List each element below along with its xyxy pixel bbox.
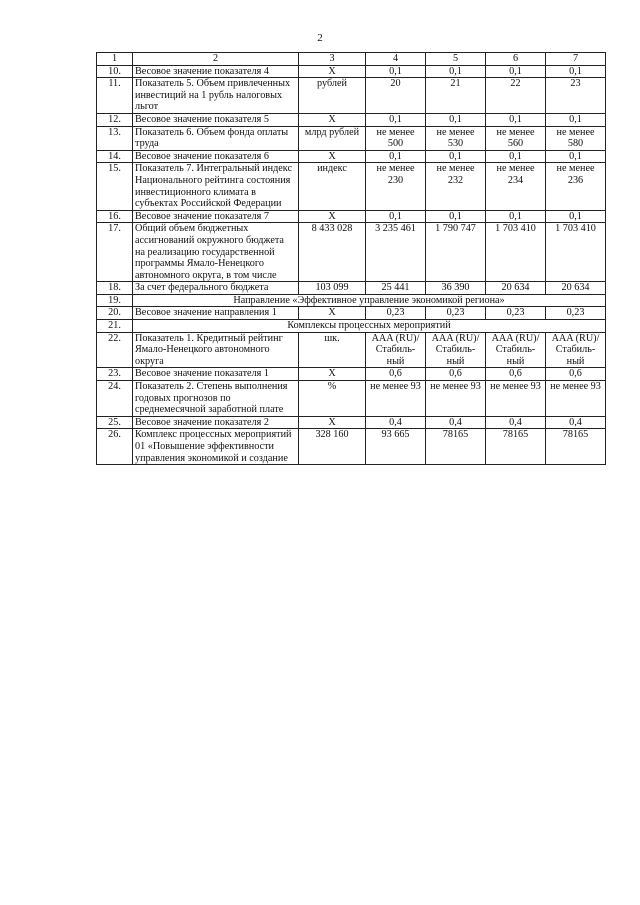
unit-cell: X [299,113,366,126]
table-row [97,126,606,150]
value-cell: AAA (RU)/ Стабиль-ный [366,332,426,368]
value-cell: 78165 [546,429,606,465]
value-cell: 0,1 [546,113,606,126]
unit-cell: 328 160 [299,429,366,465]
indicator-name: Показатель 6. Объем фонда оплаты труда [133,126,299,150]
indicator-name: Показатель 5. Объем привлеченных инвестиций на 1 рубль налоговых льгот [133,78,299,114]
column-number: 5 [426,53,486,66]
value-cell: 0,1 [426,210,486,223]
section-title: Направление «Эффективное управление экономикой региона» [133,294,606,307]
value-cell: не менее 500 [366,126,426,150]
value-cell: 0,4 [546,416,606,429]
value-cell: AAA (RU)/ Стабиль-ный [546,332,606,368]
indicator-name: За счет федерального бюджета [133,282,299,295]
table-row [97,307,606,320]
table-row [97,150,606,163]
unit-cell: млрд рублей [299,126,366,150]
value-cell: 93 665 [366,429,426,465]
value-cell: 0,1 [546,150,606,163]
indicator-name: Весовое значение показателя 4 [133,65,299,78]
unit-cell: индекс [299,163,366,210]
value-cell: 0,6 [486,368,546,381]
value-cell: 20 [366,78,426,114]
row-number: 23. [97,368,133,381]
value-cell: не менее 230 [366,163,426,210]
row-number: 14. [97,150,133,163]
value-cell: 0,4 [486,416,546,429]
value-cell: 0,23 [426,307,486,320]
unit-cell: рублей [299,78,366,114]
table-row [97,223,606,282]
column-number: 4 [366,53,426,66]
row-number: 16. [97,210,133,223]
indicator-name: Показатель 7. Интегральный индекс Национального рейтинга состояния инвестиционного климата в субъектах Российской Федерации [133,163,299,210]
value-cell: 20 634 [546,282,606,295]
value-cell: 0,1 [366,65,426,78]
unit-cell: 103 099 [299,282,366,295]
table-row [97,381,606,417]
value-cell: не менее 560 [486,126,546,150]
table-row [97,163,606,210]
row-number: 17. [97,223,133,282]
row-number: 26. [97,429,133,465]
value-cell: 0,6 [366,368,426,381]
value-cell: 0,1 [546,210,606,223]
unit-cell: X [299,307,366,320]
row-number: 13. [97,126,133,150]
value-cell: AAA (RU)/ Стабиль-ный [486,332,546,368]
value-cell: 0,1 [426,150,486,163]
column-number: 1 [97,53,133,66]
value-cell: 1 790 747 [426,223,486,282]
section-row [97,320,606,333]
value-cell: 36 390 [426,282,486,295]
value-cell: 0,6 [546,368,606,381]
value-cell: не менее 93 [486,381,546,417]
value-cell: 0,1 [366,113,426,126]
value-cell: 0,1 [486,65,546,78]
indicator-name: Показатель 2. Степень выполнения годовых прогнозов по среднемесячной заработной плате [133,381,299,417]
row-number: 21. [97,320,133,333]
value-cell: не менее 93 [426,381,486,417]
column-number: 3 [299,53,366,66]
indicators-table [96,52,606,465]
value-cell: 0,23 [366,307,426,320]
column-number: 2 [133,53,299,66]
indicator-name: Комплекс процессных мероприятий 01 «Повышение эффективности управления экономикой и создание [133,429,299,465]
unit-cell: % [299,381,366,417]
value-cell: 0,4 [426,416,486,429]
row-number: 18. [97,282,133,295]
value-cell: 0,23 [486,307,546,320]
row-number: 12. [97,113,133,126]
table-row [97,78,606,114]
value-cell: 0,1 [486,150,546,163]
column-number-row [97,53,606,66]
table-row [97,282,606,295]
value-cell: 0,4 [366,416,426,429]
value-cell: 0,1 [426,113,486,126]
indicator-name: Показатель 1. Кредитный рейтинг Ямало-Ненецкого автономного округа [133,332,299,368]
value-cell: 0,1 [546,65,606,78]
value-cell: не менее 530 [426,126,486,150]
row-number: 22. [97,332,133,368]
row-number: 24. [97,381,133,417]
value-cell: не менее 580 [546,126,606,150]
row-number: 20. [97,307,133,320]
value-cell: 25 441 [366,282,426,295]
unit-cell: X [299,150,366,163]
table-row [97,416,606,429]
unit-cell: X [299,368,366,381]
unit-cell: X [299,65,366,78]
value-cell: не менее 93 [546,381,606,417]
section-title: Комплексы процессных мероприятий [133,320,606,333]
value-cell: 0,6 [426,368,486,381]
value-cell: не менее 232 [426,163,486,210]
section-row [97,294,606,307]
value-cell: 21 [426,78,486,114]
value-cell: 0,1 [486,210,546,223]
value-cell: 20 634 [486,282,546,295]
value-cell: AAA (RU)/ Стабиль-ный [426,332,486,368]
indicator-name: Весовое значение показателя 5 [133,113,299,126]
value-cell: 0,1 [366,210,426,223]
column-number: 7 [546,53,606,66]
value-cell: не менее 93 [366,381,426,417]
value-cell: 1 703 410 [486,223,546,282]
column-number: 6 [486,53,546,66]
value-cell: не менее 234 [486,163,546,210]
table-row [97,210,606,223]
value-cell: 0,1 [366,150,426,163]
value-cell: 0,1 [486,113,546,126]
row-number: 15. [97,163,133,210]
value-cell: 1 703 410 [546,223,606,282]
unit-cell: 8 433 028 [299,223,366,282]
row-number: 10. [97,65,133,78]
value-cell: 0,1 [426,65,486,78]
table-row [97,113,606,126]
value-cell: 0,23 [546,307,606,320]
unit-cell: X [299,416,366,429]
indicator-name: Весовое значение показателя 2 [133,416,299,429]
value-cell: 22 [486,78,546,114]
value-cell: не менее 236 [546,163,606,210]
row-number: 19. [97,294,133,307]
row-number: 11. [97,78,133,114]
unit-cell: X [299,210,366,223]
table-row [97,332,606,368]
table-row [97,368,606,381]
indicator-name: Весовое значение показателя 7 [133,210,299,223]
value-cell: 78165 [486,429,546,465]
value-cell: 23 [546,78,606,114]
value-cell: 78165 [426,429,486,465]
value-cell: 3 235 461 [366,223,426,282]
table-row [97,429,606,465]
page-number: 2 [317,32,323,44]
indicator-name: Весовое значение показателя 1 [133,368,299,381]
unit-cell: шк. [299,332,366,368]
row-number: 25. [97,416,133,429]
table-row [97,65,606,78]
indicator-name: Весовое значение направления 1 [133,307,299,320]
indicator-name: Весовое значение показателя 6 [133,150,299,163]
indicator-name: Общий объем бюджетных ассигнований окружного бюджета на реализацию государственной программы Ямало-Ненецкого автономного округа, в том числе [133,223,299,282]
